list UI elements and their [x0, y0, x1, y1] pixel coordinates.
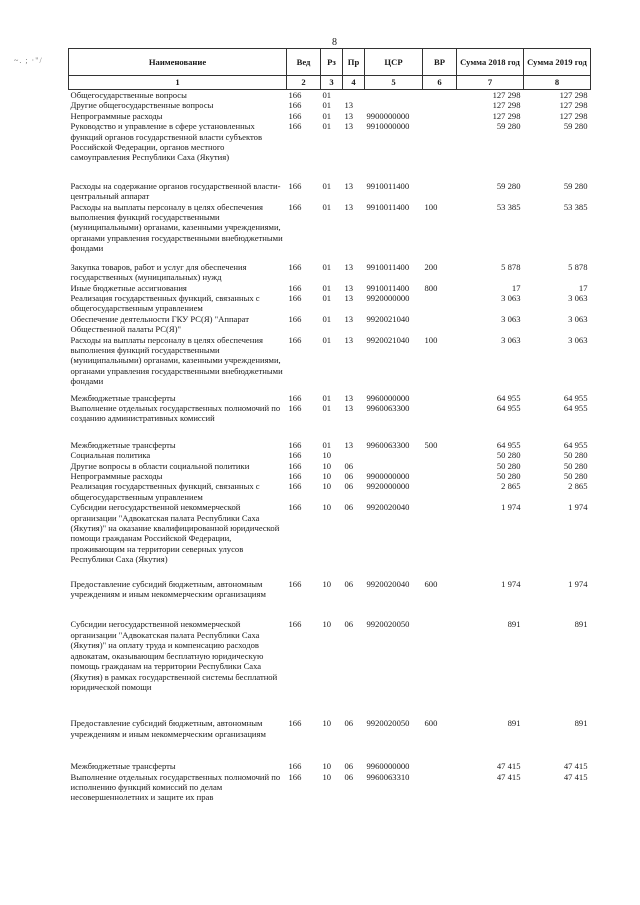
- cell-rz: 10: [322, 450, 332, 461]
- cell-ved: 166: [288, 180, 302, 191]
- cell-sum-2018: 3 063: [501, 334, 521, 345]
- cell-vr: 100: [424, 201, 438, 212]
- cell-ved: 166: [288, 402, 302, 413]
- cell-name: Выполнение отдельных государственных полномочий по исполнению функций комиссий по делам несовершеннолетних и защите их прав: [70, 771, 281, 803]
- cell-pr: 13: [344, 180, 354, 191]
- cell-rz: 01: [322, 292, 332, 303]
- cell-sum-2019: 127 298: [559, 100, 588, 111]
- cell-sum-2019: 1 974: [568, 502, 588, 513]
- table-row: [69, 262, 591, 283]
- cell-name: Выполнение отдельных государственных полномочий по созданию административных комиссий: [70, 402, 281, 424]
- cell-ved: 166: [288, 718, 302, 729]
- cell-csr: 9900000000: [366, 471, 410, 481]
- table-row: [69, 450, 591, 460]
- header-rz: Рз: [321, 49, 343, 76]
- cell-vr: [423, 481, 457, 502]
- table-row: [69, 121, 591, 163]
- cell-rz: 01: [322, 110, 332, 121]
- row-spacer: [69, 254, 591, 262]
- cell-sum-2019: 3 063: [568, 313, 588, 324]
- cell-sum-2018: 59 280: [496, 121, 521, 132]
- cell-sum-2019: 1 974: [568, 578, 588, 589]
- cell-name: Предоставление субсидий бюджетным, автономным учреждениям и иным некоммерческим организациям: [70, 718, 266, 739]
- cell-csr: 9920020050: [366, 619, 410, 630]
- cell-csr: 9960063300: [366, 439, 410, 450]
- cell-rz: 10: [322, 761, 332, 772]
- cell-ved: 166: [288, 502, 302, 513]
- cell-sum-2019: 64 955: [563, 402, 588, 413]
- cell-rz: 01: [322, 334, 332, 345]
- cell-csr: 9960063310: [366, 771, 410, 782]
- column-number-7: 7: [457, 76, 524, 90]
- cell-vr: 200: [424, 261, 438, 272]
- cell-pr: [343, 450, 365, 460]
- cell-rz: 01: [322, 90, 332, 100]
- cell-pr: [343, 90, 365, 101]
- table-row: [69, 579, 591, 600]
- cell-sum-2019: 47 415: [563, 761, 588, 772]
- cell-sum-2018: 891: [507, 718, 521, 729]
- cell-sum-2018: 127 298: [492, 100, 521, 111]
- cell-sum-2019: 59 280: [563, 121, 588, 132]
- cell-pr: 06: [344, 502, 354, 513]
- cell-pr: 06: [344, 761, 354, 772]
- cell-rz: 01: [322, 282, 332, 293]
- row-spacer-cell: [69, 599, 591, 619]
- row-spacer-cell: [69, 254, 591, 262]
- cell-ved: 166: [288, 121, 302, 132]
- cell-pr: 13: [344, 392, 354, 403]
- cell-ved: 166: [288, 471, 302, 481]
- column-number-4: 4: [343, 76, 365, 90]
- cell-csr: 9910011400: [366, 180, 410, 191]
- header-sum-2018: Сумма 2018 год: [457, 49, 524, 76]
- cell-sum-2018: 2 865: [501, 481, 521, 492]
- cell-sum-2018: 50 280: [496, 450, 521, 461]
- table-row: [69, 202, 591, 254]
- row-spacer-cell: [69, 424, 591, 440]
- cell-csr: [365, 100, 423, 110]
- cell-rz: 10: [322, 460, 332, 471]
- cell-pr: 13: [344, 121, 354, 132]
- cell-ved: 166: [288, 110, 302, 121]
- cell-ved: 166: [288, 334, 302, 345]
- cell-csr: 9960000000: [366, 761, 410, 772]
- cell-name: Предоставление субсидий бюджетным, автономным учреждениям и иным некоммерческим организациям: [70, 578, 266, 600]
- cell-rz: 01: [322, 180, 332, 191]
- cell-csr: 9960063300: [366, 402, 410, 413]
- cell-pr: 13: [344, 282, 354, 293]
- cell-name: Общегосударственные вопросы: [70, 90, 187, 100]
- row-spacer-cell: [69, 739, 591, 761]
- cell-csr: 9960000000: [366, 392, 410, 403]
- cell-sum-2019: 17: [578, 282, 588, 293]
- cell-pr: 06: [344, 460, 354, 471]
- cell-sum-2018: 64 955: [496, 402, 521, 413]
- cell-vr: [423, 121, 457, 163]
- cell-pr: 06: [344, 471, 354, 481]
- cell-ved: 166: [288, 90, 302, 100]
- header-vr: ВР: [423, 49, 457, 76]
- cell-ved: 166: [288, 392, 302, 403]
- cell-ved: 166: [288, 201, 302, 212]
- cell-vr: [423, 461, 457, 471]
- cell-vr: 600: [424, 578, 438, 589]
- cell-pr: 06: [344, 619, 354, 630]
- cell-sum-2019: 50 280: [563, 471, 588, 481]
- cell-name: Межбюджетные трансферты: [70, 761, 176, 772]
- cell-pr: 13: [344, 201, 354, 212]
- cell-pr: 13: [344, 402, 354, 413]
- table-row: [69, 471, 591, 481]
- row-spacer-cell: [69, 565, 591, 579]
- cell-vr: [423, 181, 457, 202]
- cell-vr: [423, 314, 457, 335]
- cell-rz: 01: [322, 439, 332, 450]
- column-number-8: 8: [524, 76, 591, 90]
- cell-vr: [423, 471, 457, 481]
- row-spacer-cell: [69, 163, 591, 181]
- cell-name: Межбюджетные трансферты: [70, 439, 176, 450]
- header-ved: Вед: [287, 49, 321, 76]
- cell-sum-2018: 50 280: [496, 460, 521, 471]
- cell-rz: 10: [322, 619, 332, 630]
- cell-pr: 06: [344, 771, 354, 782]
- cell-ved: 166: [288, 261, 302, 272]
- cell-sum-2018: 891: [507, 619, 521, 630]
- cell-vr: [423, 761, 457, 771]
- cell-sum-2019: 5 878: [568, 261, 588, 272]
- table-row: [69, 481, 591, 502]
- cell-sum-2018: 17: [511, 282, 521, 293]
- header-sum-2019: Сумма 2019 год: [524, 49, 591, 76]
- row-spacer: [69, 163, 591, 181]
- header-name: Наименование: [69, 49, 287, 76]
- cell-sum-2018: 53 385: [496, 201, 521, 212]
- cell-pr: 13: [344, 100, 354, 111]
- cell-sum-2019: 59 280: [563, 180, 588, 191]
- table-row: [69, 283, 591, 293]
- cell-sum-2018: 47 415: [496, 761, 521, 772]
- cell-sum-2018: 1 974: [501, 502, 521, 513]
- cell-vr: [423, 100, 457, 110]
- table-row: [69, 403, 591, 424]
- table-row: [69, 111, 591, 121]
- cell-ved: 166: [288, 481, 302, 492]
- cell-sum-2018: 64 955: [496, 392, 521, 403]
- row-spacer: [69, 692, 591, 718]
- table-row: [69, 772, 591, 803]
- cell-sum-2019: 50 280: [563, 450, 588, 461]
- header-pr: Пр: [343, 49, 365, 76]
- column-number-5: 5: [365, 76, 423, 90]
- budget-table: [68, 48, 591, 803]
- cell-name: Непрограммные расходы: [70, 471, 163, 481]
- cell-vr: [423, 502, 457, 564]
- cell-sum-2019: 127 298: [559, 90, 588, 100]
- cell-pr: 13: [344, 261, 354, 272]
- table-row: [69, 335, 591, 387]
- cell-rz: 10: [322, 771, 332, 782]
- column-number-1: 1: [69, 76, 287, 90]
- header-csr: ЦСР: [365, 49, 423, 76]
- cell-sum-2018: 127 298: [492, 90, 521, 100]
- cell-sum-2018: 3 063: [501, 292, 521, 303]
- table-row: [69, 181, 591, 202]
- cell-sum-2018: 50 280: [496, 471, 521, 481]
- cell-vr: [423, 111, 457, 121]
- table-header: [69, 49, 591, 90]
- cell-name: Субсидии негосударственной некоммерческой организации "Адвокатская палата Республики Саха (Якутия)" на оплату труда и компенсацию расходов адвокатам, оказывающим бесплатную юридическую помощь гражданам на территории Республики Саха (Якутия) в рамках государственной системы бесплатной юридической помощи: [70, 619, 278, 692]
- cell-csr: [365, 450, 423, 460]
- cell-vr: [423, 403, 457, 424]
- cell-csr: 9920000000: [366, 292, 410, 303]
- cell-rz: 10: [322, 578, 332, 589]
- cell-pr: 06: [344, 578, 354, 589]
- cell-ved: 166: [288, 292, 302, 303]
- cell-rz: 10: [322, 481, 332, 492]
- cell-pr: 13: [344, 439, 354, 450]
- cell-rz: 01: [322, 201, 332, 212]
- cell-pr: 13: [344, 334, 354, 345]
- cell-csr: 9920020040: [366, 502, 410, 513]
- cell-name: Другие вопросы в области социальной политики: [70, 460, 250, 471]
- cell-rz: 01: [322, 392, 332, 403]
- cell-sum-2019: 3 063: [568, 334, 588, 345]
- cell-ved: 166: [288, 619, 302, 630]
- cell-name: Иные бюджетные ассигнования: [70, 282, 187, 293]
- cell-ved: 166: [288, 761, 302, 772]
- cell-pr: 13: [344, 313, 354, 324]
- row-spacer-cell: [69, 692, 591, 718]
- cell-vr: [423, 393, 457, 403]
- table-row: [69, 440, 591, 450]
- cell-vr: [423, 450, 457, 460]
- cell-sum-2018: 64 955: [496, 439, 521, 450]
- cell-sum-2019: 64 955: [563, 439, 588, 450]
- cell-vr: [423, 772, 457, 803]
- column-number-2: 2: [287, 76, 321, 90]
- cell-rz: 01: [322, 313, 332, 324]
- cell-csr: [365, 461, 423, 471]
- row-spacer: [69, 739, 591, 761]
- cell-csr: 9900000000: [366, 110, 410, 121]
- cell-sum-2019: 3 063: [568, 292, 588, 303]
- cell-ved: 166: [288, 771, 302, 782]
- cell-vr: 600: [424, 718, 438, 729]
- cell-csr: 9920000000: [366, 481, 410, 492]
- cell-sum-2018: 3 063: [501, 313, 521, 324]
- cell-rz: 10: [322, 502, 332, 513]
- cell-sum-2019: 53 385: [563, 201, 588, 212]
- cell-name: Реализация государственных функций, связанных с общегосударственным управлением: [70, 292, 260, 314]
- cell-sum-2019: 47 415: [563, 771, 588, 782]
- cell-name: Субсидии негосударственной некоммерческой организации "Адвокатская палата Республики Саха (Якутия)" на оказание квалифицированной юридической помощи гражданам Российской Федерации, проживающим на территории северных улусов Республики Саха (Якутия): [70, 502, 280, 565]
- cell-sum-2018: 47 415: [496, 771, 521, 782]
- cell-csr: 9910011400: [366, 282, 410, 293]
- table-row: [69, 461, 591, 471]
- cell-vr: 500: [424, 439, 438, 450]
- cell-pr: 13: [344, 292, 354, 303]
- cell-csr: 9920021040: [366, 334, 410, 345]
- cell-csr: 9910011400: [366, 261, 410, 272]
- cell-rz: 01: [322, 100, 332, 111]
- cell-name: Реализация государственных функций, связанных с общегосударственным управлением: [70, 481, 260, 502]
- cell-csr: 9920021040: [366, 313, 410, 324]
- cell-sum-2019: 891: [574, 619, 588, 630]
- cell-rz: 01: [322, 402, 332, 413]
- table-row: [69, 314, 591, 335]
- cell-sum-2019: 127 298: [559, 110, 588, 121]
- cell-name: Обеспечение деятельности ГКУ РС(Я) "Аппарат Общественной палаты РС(Я)": [70, 313, 250, 335]
- cell-ved: 166: [288, 282, 302, 293]
- cell-sum-2019: 64 955: [563, 392, 588, 403]
- cell-sum-2019: 891: [574, 718, 588, 729]
- cell-pr: 06: [344, 481, 354, 492]
- row-spacer: [69, 565, 591, 579]
- cell-vr: [423, 619, 457, 692]
- margin-mark: ~. ; ·"/: [14, 56, 43, 65]
- cell-rz: 01: [322, 121, 332, 132]
- cell-ved: 166: [288, 578, 302, 589]
- row-spacer: [69, 424, 591, 440]
- cell-ved: 166: [288, 460, 302, 471]
- cell-csr: 9910000000: [366, 121, 410, 132]
- cell-name: Закупка товаров, работ и услуг для обеспечения государственных (муниципальных) нужд: [70, 261, 247, 283]
- cell-name: Руководство и управление в сфере установленных функций органов государственной власти субъектов Российской Федерации, органов местного самоуправления Республики Саха (Якутия): [70, 121, 263, 163]
- table-row: [69, 90, 591, 101]
- table-row: [69, 718, 591, 739]
- cell-sum-2018: 1 974: [501, 578, 521, 589]
- cell-name: Расходы на выплаты персоналу в целях обеспечения выполнения функций государственными (муниципальными) органами, казенными учреждениями, органами управления государственными внебюджетными фондами: [70, 334, 283, 387]
- cell-sum-2019: 50 280: [563, 460, 588, 471]
- cell-csr: 9920020050: [366, 718, 410, 729]
- table-row: [69, 393, 591, 403]
- cell-rz: 10: [322, 471, 332, 481]
- cell-vr: [423, 90, 457, 101]
- cell-ved: 166: [288, 439, 302, 450]
- cell-csr: 9920020040: [366, 578, 410, 589]
- cell-ved: 166: [288, 100, 302, 111]
- table-row: [69, 761, 591, 771]
- page-number: 8: [332, 37, 337, 48]
- cell-name: Межбюджетные трансферты: [70, 392, 176, 403]
- cell-sum-2018: 127 298: [492, 110, 521, 121]
- table-row: [69, 100, 591, 110]
- cell-ved: 166: [288, 450, 302, 461]
- column-number-3: 3: [321, 76, 343, 90]
- table-row: [69, 502, 591, 564]
- cell-sum-2018: 5 878: [501, 261, 521, 272]
- cell-pr: 13: [344, 110, 354, 121]
- cell-rz: 10: [322, 718, 332, 729]
- cell-sum-2018: 59 280: [496, 180, 521, 191]
- cell-pr: 06: [344, 718, 354, 729]
- cell-name: Расходы на выплаты персоналу в целях обеспечения выполнения функций государственными (муниципальными) органами, казенными учреждениями, органами управления государственными внебюджетными фондами: [70, 201, 283, 254]
- cell-name: Расходы на содержание органов государственной власти- центральный аппарат: [70, 180, 281, 202]
- cell-name: Непрограммные расходы: [70, 110, 163, 121]
- table-row: [69, 293, 591, 314]
- cell-csr: [365, 90, 423, 101]
- table-body: [69, 90, 591, 803]
- cell-csr: 9910011400: [366, 201, 410, 212]
- cell-vr: [423, 293, 457, 314]
- cell-name: Социальная политика: [70, 450, 151, 461]
- cell-vr: 100: [424, 334, 438, 345]
- row-spacer: [69, 599, 591, 619]
- cell-ved: 166: [288, 313, 302, 324]
- cell-rz: 01: [322, 261, 332, 272]
- column-number-6: 6: [423, 76, 457, 90]
- table-row: [69, 619, 591, 692]
- cell-sum-2019: 2 865: [568, 481, 588, 492]
- cell-vr: 800: [424, 282, 438, 293]
- cell-name: Другие общегосударственные вопросы: [70, 100, 214, 111]
